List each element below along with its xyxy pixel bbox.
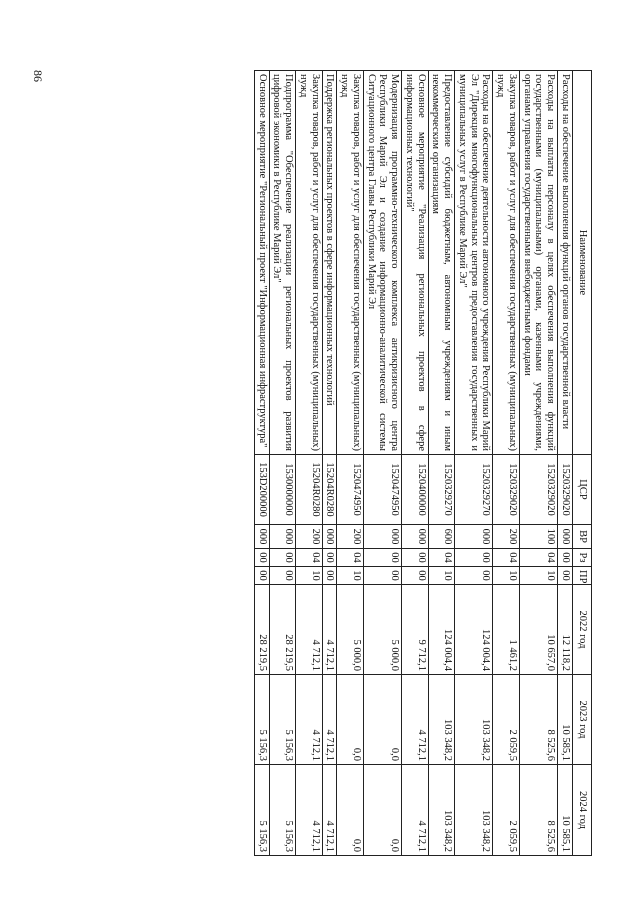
header-vr: ВР	[573, 525, 592, 549]
row-pr: 10	[296, 567, 323, 585]
row-name: Предоставление субсидий бюджетным, автономным учреждениям и иным некоммерческим организациям	[428, 71, 455, 455]
row-pr: 00	[558, 567, 573, 585]
row-2023: 5 156,3	[255, 675, 270, 765]
row-pr: 00	[364, 567, 402, 585]
row-2022: 4 712,1	[296, 585, 323, 675]
table-row	[296, 71, 323, 856]
row-rz: 00	[558, 549, 573, 567]
row-pr: 00	[402, 567, 429, 585]
header-name: Наименование	[573, 71, 592, 455]
row-pr: 10	[520, 567, 558, 585]
row-vr: 000	[402, 525, 429, 549]
row-2024: 4 712,1	[402, 765, 429, 856]
row-csr: 153D200000	[255, 455, 270, 525]
row-rz: 04	[428, 549, 455, 567]
row-2024: 8 525,6	[520, 765, 558, 856]
budget-table	[254, 70, 592, 856]
header-pr: ПР	[573, 567, 592, 585]
row-2024: 5 156,3	[255, 765, 270, 856]
header-2023: 2023 год	[573, 675, 592, 765]
row-name: Основное мероприятие "Региональный проект "Информационная инфраструктура"	[255, 71, 270, 455]
row-rz: 04	[296, 549, 323, 567]
table-row	[520, 71, 558, 856]
row-2023: 8 525,6	[520, 675, 558, 765]
row-2023: 4 712,1	[402, 675, 429, 765]
header-rz: Рз	[573, 549, 592, 567]
row-csr: 1530000000	[269, 455, 296, 525]
table-header-row	[573, 71, 592, 856]
row-2024: 5 156,3	[269, 765, 296, 856]
row-2022: 4 712,1	[322, 585, 337, 675]
row-pr: 00	[255, 567, 270, 585]
row-csr: 1520329270	[428, 455, 455, 525]
row-name: Расходы на выплаты персоналу в целях обеспечения выполнения функций государственными (муниципальными) органами, казенными учреждениями, органами управления государственными внебюджетными фондами	[520, 71, 558, 455]
row-vr: 100	[520, 525, 558, 549]
page-number: 86	[31, 70, 45, 82]
row-2022: 124 004,4	[455, 585, 493, 675]
row-vr: 000	[558, 525, 573, 549]
row-name: Закупка товаров, работ и услуг для обеспечения государственных (муниципальных) нужд	[337, 71, 364, 455]
row-name: Модернизация программно-технического комплекса антикризисного центра Республики Марий Эл и создание информационно-аналитической системы Ситуационного центра Главы Республики Марий Эл	[364, 71, 402, 455]
row-csr: 1520329020	[558, 455, 573, 525]
header-csr: ЦСР	[573, 455, 592, 525]
row-csr: 1520329020	[520, 455, 558, 525]
row-2024: 0,0	[364, 765, 402, 856]
row-2023: 103 348,2	[455, 675, 493, 765]
table-row	[269, 71, 296, 856]
row-csr: 15204R0280	[296, 455, 323, 525]
row-2023: 0,0	[337, 675, 364, 765]
row-csr: 1520329020	[493, 455, 520, 525]
header-2022: 2022 год	[573, 585, 592, 675]
row-2024: 103 348,2	[428, 765, 455, 856]
row-2024: 10 585,1	[558, 765, 573, 856]
row-pr: 10	[337, 567, 364, 585]
row-pr: 00	[455, 567, 493, 585]
row-vr: 200	[296, 525, 323, 549]
row-2022: 5 000,0	[364, 585, 402, 675]
row-name: Расходы на обеспечение выполнения функций органов государственной власти	[558, 71, 573, 455]
table-row	[255, 71, 270, 856]
row-2023: 4 712,1	[322, 675, 337, 765]
row-vr: 000	[255, 525, 270, 549]
row-2023: 2 059,5	[493, 675, 520, 765]
table-row	[455, 71, 493, 856]
row-2022: 5 000,0	[337, 585, 364, 675]
row-2023: 103 348,2	[428, 675, 455, 765]
row-name: Основное мероприятие "Реализация региональных проектов в сфере информационных технологий"	[402, 71, 429, 455]
row-csr: 1520474950	[364, 455, 402, 525]
row-2022: 28 219,5	[269, 585, 296, 675]
row-2023: 5 156,3	[269, 675, 296, 765]
row-vr: 200	[493, 525, 520, 549]
row-vr: 000	[455, 525, 493, 549]
row-pr: 00	[269, 567, 296, 585]
row-2022: 10 657,0	[520, 585, 558, 675]
row-rz: 00	[269, 549, 296, 567]
table-row	[322, 71, 337, 856]
row-rz: 04	[337, 549, 364, 567]
row-vr: 000	[364, 525, 402, 549]
row-csr: 1520474950	[337, 455, 364, 525]
row-vr: 600	[428, 525, 455, 549]
row-name: Закупка товаров, работ и услуг для обеспечения государственных (муниципальных) нужд	[296, 71, 323, 455]
row-rz: 00	[402, 549, 429, 567]
row-rz: 00	[364, 549, 402, 567]
row-2024: 0,0	[337, 765, 364, 856]
row-name: Закупка товаров, работ и услуг для обеспечения государственных (муниципальных) нужд	[493, 71, 520, 455]
row-name: Подпрограмма "Обеспечение реализации региональных проектов развития цифровой экономики в Республике Марий Эл"	[269, 71, 296, 455]
row-2023: 10 585,1	[558, 675, 573, 765]
row-2022: 9 712,1	[402, 585, 429, 675]
row-2024: 4 712,1	[296, 765, 323, 856]
row-vr: 000	[322, 525, 337, 549]
row-2024: 103 348,2	[455, 765, 493, 856]
row-2023: 0,0	[364, 675, 402, 765]
row-csr: 15204R0280	[322, 455, 337, 525]
table-body	[255, 71, 573, 856]
table-row	[402, 71, 429, 856]
table-row	[364, 71, 402, 856]
row-rz: 04	[520, 549, 558, 567]
header-2024: 2024 год	[573, 765, 592, 856]
table-row	[428, 71, 455, 856]
row-pr: 10	[428, 567, 455, 585]
row-2023: 4 712,1	[296, 675, 323, 765]
row-2022: 124 004,4	[428, 585, 455, 675]
row-csr: 1520329270	[455, 455, 493, 525]
row-rz: 00	[322, 549, 337, 567]
row-vr: 000	[269, 525, 296, 549]
row-rz: 00	[455, 549, 493, 567]
row-2022: 28 219,5	[255, 585, 270, 675]
row-pr: 00	[322, 567, 337, 585]
row-name: Расходы на обеспечение деятельности автономного учреждения Республики Марий Эл "Дирекция многофункциональных центров предоставления государственных и муниципальных услуг в Республике Марий Эл"	[455, 71, 493, 455]
row-pr: 10	[493, 567, 520, 585]
table-row	[337, 71, 364, 856]
row-name: Поддержка региональных проектов в сфере информационных технологий	[322, 71, 337, 455]
row-2022: 1 461,2	[493, 585, 520, 675]
row-2024: 4 712,1	[322, 765, 337, 856]
row-rz: 04	[493, 549, 520, 567]
table-row	[493, 71, 520, 856]
row-rz: 00	[255, 549, 270, 567]
row-2022: 12 118,2	[558, 585, 573, 675]
row-csr: 1520400000	[402, 455, 429, 525]
rotated-table-container	[110, 70, 592, 855]
row-2024: 2 059,5	[493, 765, 520, 856]
table-row	[558, 71, 573, 856]
row-vr: 200	[337, 525, 364, 549]
